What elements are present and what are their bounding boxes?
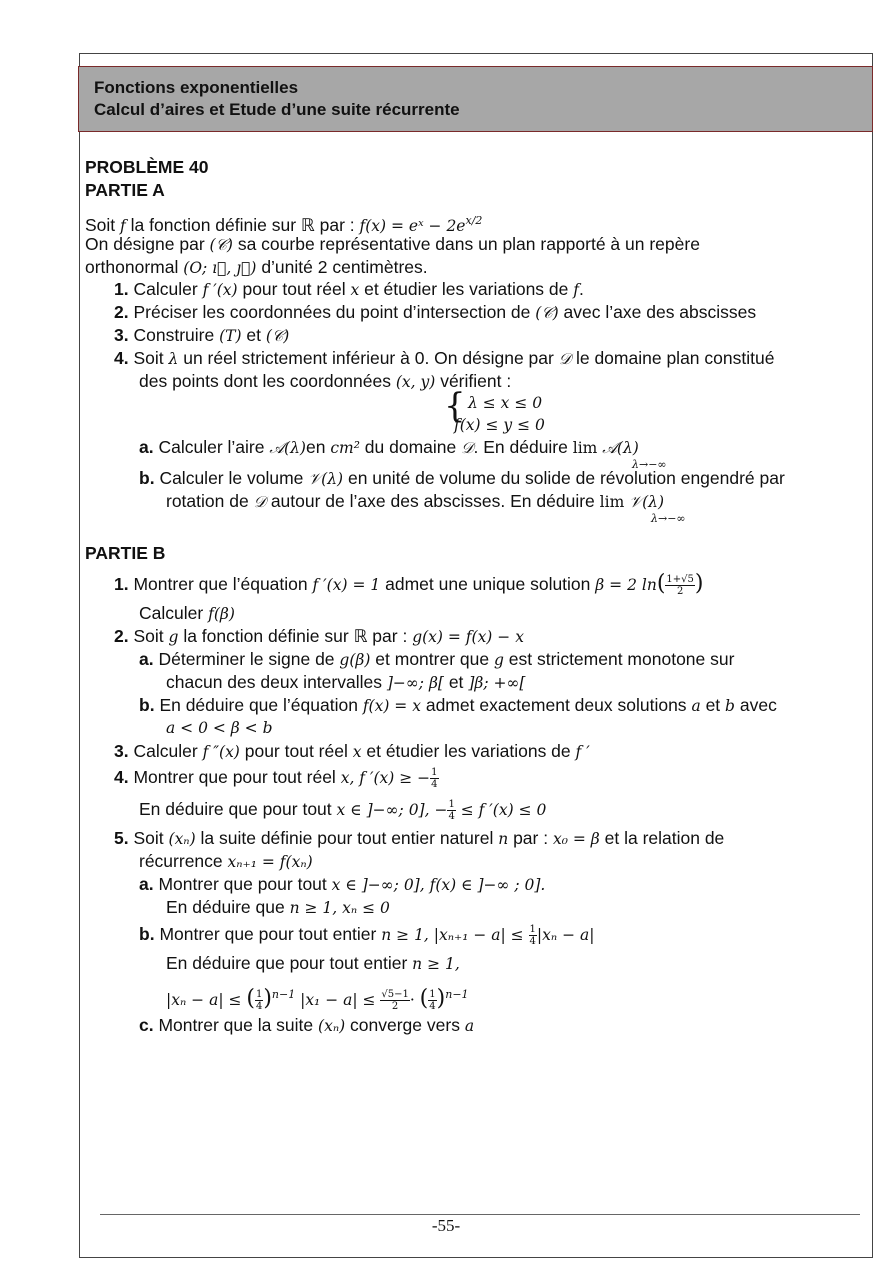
system-brace: {	[444, 386, 466, 426]
part-b-q2: 2. Soit g la fonction définie sur ℝ par : g(x) = f(x) − x	[114, 626, 524, 646]
part-b-q5a: a. Montrer que pour tout x ∈ ]−∞; 0], f(x) ∈ ]−∞ ; 0].	[139, 874, 546, 894]
part-b-q5a-line2: En déduire que n ≥ 1, xₙ ≤ 0	[166, 897, 390, 917]
chapter-header	[78, 66, 873, 132]
part-b-q1: 1. Montrer que l’équation f ′(x) = 1 admet une unique solution β = 2 ln( $\frac{1+√5}{2}$ )	[114, 571, 704, 597]
part-b-q5b-line2: En déduire que pour tout entier n ≥ 1,	[166, 953, 460, 973]
page-number: -55-	[431, 1216, 461, 1235]
part-b-q5b: b. Montrer que pour tout entier n ≥ 1, |xₙ₊₁ − a| ≤ $\frac{1}{4}$ |xₙ − a|	[139, 923, 595, 947]
part-b-q4: 4. Montrer que pour tout réel x, f ′(x) ≥ − $\frac{1}{4}$	[114, 766, 438, 790]
part-b-q2b: b. En déduire que l’équation f(x) = x admet exactement deux solutions a et b avec	[139, 695, 777, 715]
part-a-sub-b-line2: rotation de 𝒟 autour de l’axe des abscisses. En déduire lim 𝒱(λ)	[166, 491, 664, 511]
part-b-q1-line2: Calculer f(β)	[139, 603, 235, 623]
part-a-sub-a: a. Calculer l’aire 𝒜(λ)en cm² du domaine 𝒟. En déduire lim 𝒜(λ)	[139, 437, 639, 457]
part-a-item-4-line2: des points dont les coordonnées (x, y) vérifient :	[139, 371, 512, 391]
chapter-title: Fonctions exponentielles	[94, 78, 299, 97]
part-b-title: PARTIE B	[85, 543, 166, 563]
part-a-sub-b: b. Calculer le volume 𝒱(λ) en unité de volume du solide de révolution engendré par	[139, 468, 785, 488]
part-b-q2a-line2: chacun des deux intervalles ]−∞; β[ et ]β; +∞[	[166, 672, 526, 692]
problem-title: PROBLÈME 40	[85, 157, 209, 177]
part-a-sub-a-limit-sub: λ→−∞	[632, 458, 667, 471]
part-a-intro-line2: On désigne par (𝒞) sa courbe représentative dans un plan rapporté à un repère	[85, 234, 700, 254]
footer-divider	[100, 1214, 860, 1215]
system-line-2: f(x) ≤ y ≤ 0	[454, 416, 545, 434]
part-b-q2a: a. Déterminer le signe de g(β) et montrer que g est strictement monotone sur	[139, 649, 735, 669]
system-line-1: λ ≤ x ≤ 0	[468, 394, 543, 412]
part-a-item-3: 3. Construire (T) et (𝒞)	[114, 325, 290, 345]
part-b-q5: 5. Soit (xₙ) la suite définie pour tout entier naturel n par : x₀ = β et la relation de	[114, 828, 725, 848]
part-b-q5c: c. Montrer que la suite (xₙ) converge vers a	[139, 1015, 475, 1035]
part-a-title: PARTIE A	[85, 180, 165, 200]
part-b-q3: 3. Calculer f ″(x) pour tout réel x et étudier les variations de f ′	[114, 741, 590, 761]
part-a-item-4: 4. Soit λ un réel strictement inférieur à 0. On désigne par 𝒟 le domaine plan constitué	[114, 348, 775, 368]
part-a-intro-line3: orthonormal (O; ı⃗, ȷ⃗) d’unité 2 centimètres.	[85, 257, 428, 277]
part-b-q5b-line3: |xₙ − a| ≤ ( $\frac{1}{4}$ )$^{n-1}$ |x₁ − a| ≤ $\frac{√5-1}{2}$ · ( $\frac{1}{4}$ )$^{n-1}$	[166, 985, 469, 1012]
part-b-q2b-line2: a < 0 < β < b	[166, 719, 273, 737]
part-a-item-1: 1. Calculer f ′(x) pour tout réel x et étudier les variations de f.	[114, 279, 584, 299]
part-b-q4-line2: En déduire que pour tout x ∈ ]−∞; 0], − $\frac{1}{4}$ ≤ f ′(x) ≤ 0	[139, 798, 547, 822]
part-a-sub-b-limit-sub: λ→−∞	[651, 512, 686, 525]
part-a-item-2: 2. Préciser les coordonnées du point d’intersection de (𝒞) avec l’axe des abscisses	[114, 302, 757, 322]
part-b-q5-line2: récurrence xₙ₊₁ = f(xₙ)	[139, 851, 313, 871]
chapter-subtitle: Calcul d’aires et Etude d’une suite récurrente	[94, 100, 460, 119]
part-a-intro-line1: Soit f la fonction définie sur ℝ par : f(x) = eˣ − $2e^{x/2}$	[85, 214, 483, 235]
